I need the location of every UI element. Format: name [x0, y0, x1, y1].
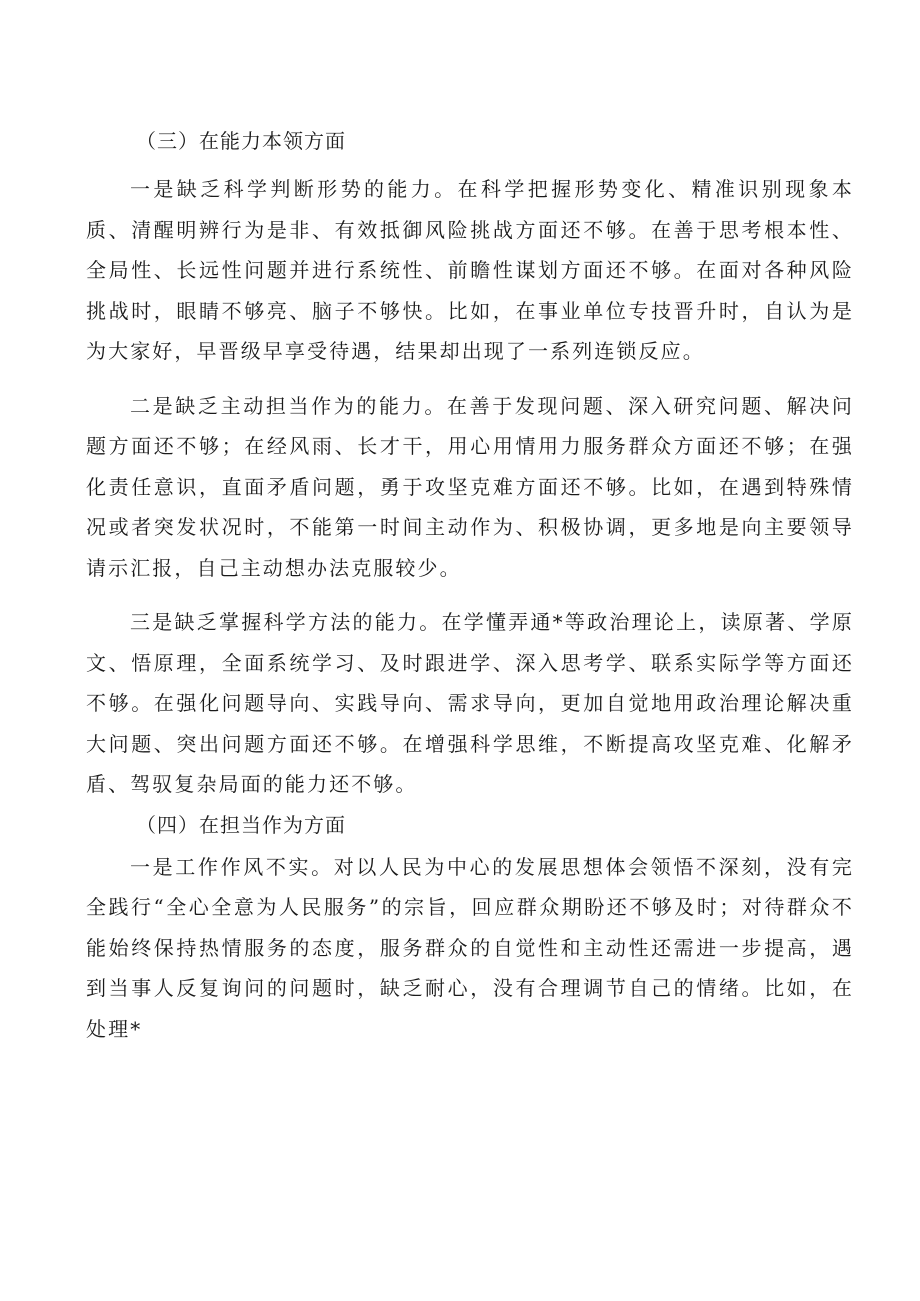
spacer: [86, 372, 854, 386]
paragraph-ability-2: 二是缺乏主动担当作为的能力。在善于发现问题、深入研究问题、解决问题方面还不够；在经风雨、长才干，用心用情用力服务群众方面还不够；在强化责任意识，直面矛盾问题，勇于攻坚克难方面还不够。比如，在遇到特殊情况或者突发状况时，不能第一时间主动作为、积极协调，更多地是向主要领导请示汇报，自己主动想办法克服较少。: [86, 393, 854, 580]
spacer: [86, 161, 854, 169]
paragraph-ability-3: 三是缺乏掌握科学方法的能力。在学懂弄通*等政治理论上，读原著、学原文、悟原理，全面系统学习、及时跟进学、深入思考学、联系实际学等方面还不够。在强化问题导向、实践导向、需求导向，更加自觉地用政治理论解决重大问题、突出问题方面还不够。在增强科学思维，不断提高攻坚克难、化解矛盾、驾驭复杂局面的能力还不够。: [86, 610, 854, 796]
document-page: [86, 121, 854, 1049]
paragraph-ability-1: 一是缺乏科学判断形势的能力。在科学把握形势变化、精准识别现象本质、清醒明辨行为是非、有效抵御风险挑战方面还不够。在善于思考根本性、全局性、长远性问题并进行系统性、前瞻性谋划方面还不够。在面对各种风险挑战时，眼睛不够亮、脑子不够快。比如，在事业单位专技晋升时，自认为是为大家好，早晋级早享受待遇，结果却出现了一系列连锁反应。: [86, 177, 854, 363]
paragraph-responsibility-1: 一是工作作风不实。对以人民为中心的发展思想体会领悟不深刻，没有完全践行“全心全意为人民服务”的宗旨，回应群众期盼还不够及时；对待群众不能始终保持热情服务的态度，服务群众的自觉性和主动性还需进一步提高，遇到当事人反复询问的问题时，缺乏耐心，没有合理调节自己的情绪。比如，在处理*: [86, 854, 854, 1041]
spacer: [86, 588, 854, 602]
section-heading-3: （三）在能力本领方面: [136, 129, 346, 153]
section-heading-4: （四）在担当作为方面: [136, 812, 346, 837]
